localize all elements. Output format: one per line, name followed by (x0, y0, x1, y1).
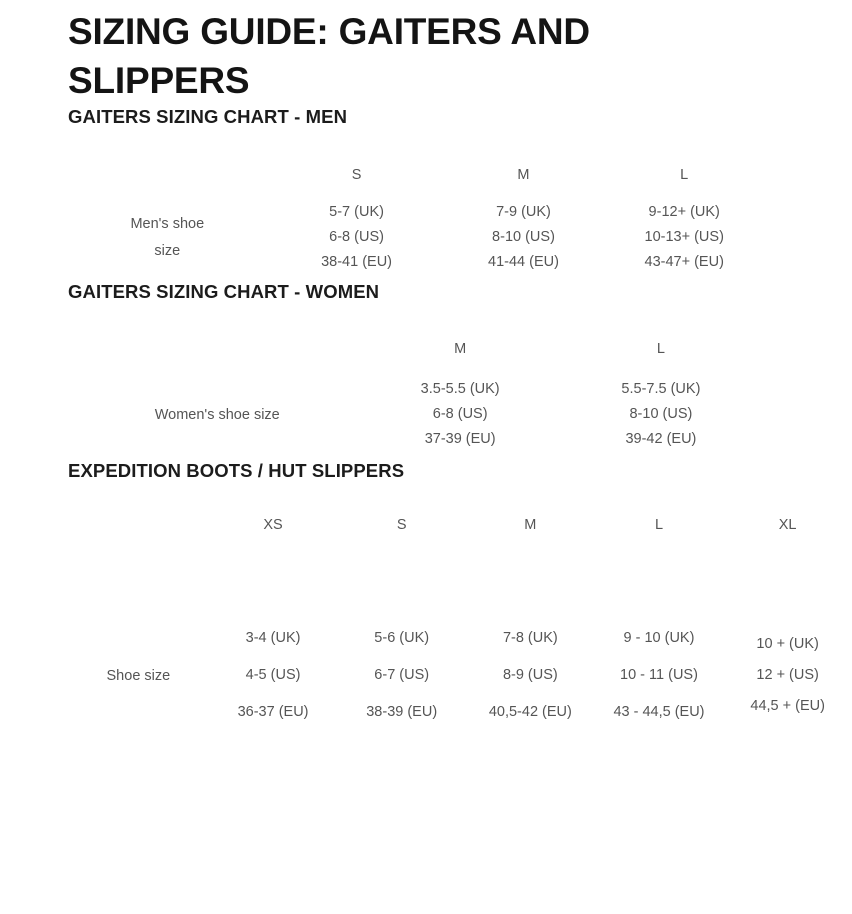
row-label-line-1: Men's shoe (130, 216, 205, 233)
table-spacer-row (68, 543, 852, 615)
row-label-mens-shoe-size (68, 195, 267, 281)
table-header-row (68, 155, 768, 195)
table-row (68, 370, 768, 460)
column-header-l: L (680, 166, 689, 183)
table-header-row (68, 328, 768, 370)
cell-uk: 7-9 (UK) (496, 204, 551, 221)
cell-uk: 9 - 10 (UK) (623, 630, 695, 647)
cell-us: 8-9 (US) (502, 667, 558, 684)
spacer-cell (209, 543, 338, 615)
cell-eu: 43-47+ (EU) (644, 254, 724, 271)
expedition-boots-table-wrapper (68, 507, 825, 737)
cell-us: 6-8 (US) (432, 406, 488, 423)
cell-us: 6-7 (US) (374, 667, 430, 684)
table-row (68, 195, 768, 281)
cell-boots-s (337, 615, 466, 737)
cell-uk: 3-4 (UK) (245, 630, 301, 647)
column-header-s: S (396, 516, 407, 533)
cell-boots-xl (723, 615, 852, 737)
gaiters-women-table (68, 328, 768, 460)
cell-eu: 39-42 (EU) (625, 431, 697, 448)
table-row (68, 615, 852, 737)
cell-men-m (447, 195, 601, 281)
cell-uk: 5-6 (UK) (374, 630, 430, 647)
cell-eu: 37-39 (EU) (424, 431, 496, 448)
cell-eu: 43 - 44,5 (EU) (613, 704, 705, 721)
cell-women-l (554, 370, 768, 460)
column-header-blank (68, 328, 366, 370)
column-header-xs: XS (263, 516, 283, 533)
cell-eu: 44,5 + (EU) (750, 698, 825, 715)
cell-uk: 5-7 (UK) (329, 204, 384, 221)
cell-uk: 3.5-5.5 (UK) (420, 381, 500, 398)
spacer-cell (723, 543, 852, 615)
cell-boots-l (595, 615, 724, 737)
cell-women-m (366, 370, 553, 460)
row-label-shoe-size: Shoe size (106, 667, 171, 684)
cell-boots-m (466, 615, 595, 737)
section-title-expedition-boots: EXPEDITION BOOTS / HUT SLIPPERS (68, 459, 405, 481)
section-title-gaiters-men: GAITERS SIZING CHART - MEN (68, 105, 348, 127)
column-header-m: M (517, 166, 530, 183)
cell-uk: 7-8 (UK) (502, 630, 558, 647)
spacer-cell (68, 543, 209, 615)
cell-eu: 38-39 (EU) (366, 704, 438, 721)
cell-uk: 9-12+ (UK) (648, 204, 720, 221)
cell-us: 8-10 (US) (629, 406, 693, 423)
cell-men-s (267, 195, 447, 281)
cell-us: 6-8 (US) (329, 229, 384, 246)
column-header-blank (68, 507, 209, 543)
cell-boots-xs (209, 615, 338, 737)
column-header-s: S (351, 166, 362, 183)
section-title-gaiters-women: GAITERS SIZING CHART - WOMEN (68, 280, 380, 302)
cell-us: 12 + (US) (756, 667, 819, 684)
spacer-cell (466, 543, 595, 615)
page-title: SIZING GUIDE: GAITERS AND SLIPPERS (68, 11, 590, 101)
spacer-cell (595, 543, 724, 615)
cell-eu: 36-37 (EU) (237, 704, 309, 721)
cell-uk: 5.5-7.5 (UK) (621, 381, 701, 398)
gaiters-men-table-wrapper (68, 155, 812, 281)
cell-us: 4-5 (US) (245, 667, 301, 684)
table-header-row (68, 507, 852, 543)
column-header-m: M (524, 516, 537, 533)
cell-eu: 40,5-42 (EU) (488, 704, 572, 721)
row-label-womens-shoe-size: Women's shoe size (154, 406, 280, 423)
cell-eu: 38-41 (EU) (321, 254, 393, 271)
gaiters-men-table (68, 155, 768, 281)
spacer-cell (337, 543, 466, 615)
column-header-blank (68, 155, 267, 195)
gaiters-women-table-wrapper (68, 328, 812, 460)
cell-us: 10-13+ (US) (644, 229, 724, 246)
cell-eu: 41-44 (EU) (488, 254, 559, 271)
cell-uk: 10 + (UK) (756, 635, 819, 652)
column-header-m: M (454, 340, 467, 357)
column-header-xl: XL (778, 516, 797, 533)
column-header-l: L (656, 340, 665, 357)
cell-us: 8-10 (US) (492, 229, 555, 246)
row-label-line-2: size (154, 242, 181, 259)
cell-men-l (600, 195, 768, 281)
column-header-l: L (654, 516, 664, 533)
cell-us: 10 - 11 (US) (620, 667, 698, 684)
expedition-boots-table (68, 507, 852, 737)
